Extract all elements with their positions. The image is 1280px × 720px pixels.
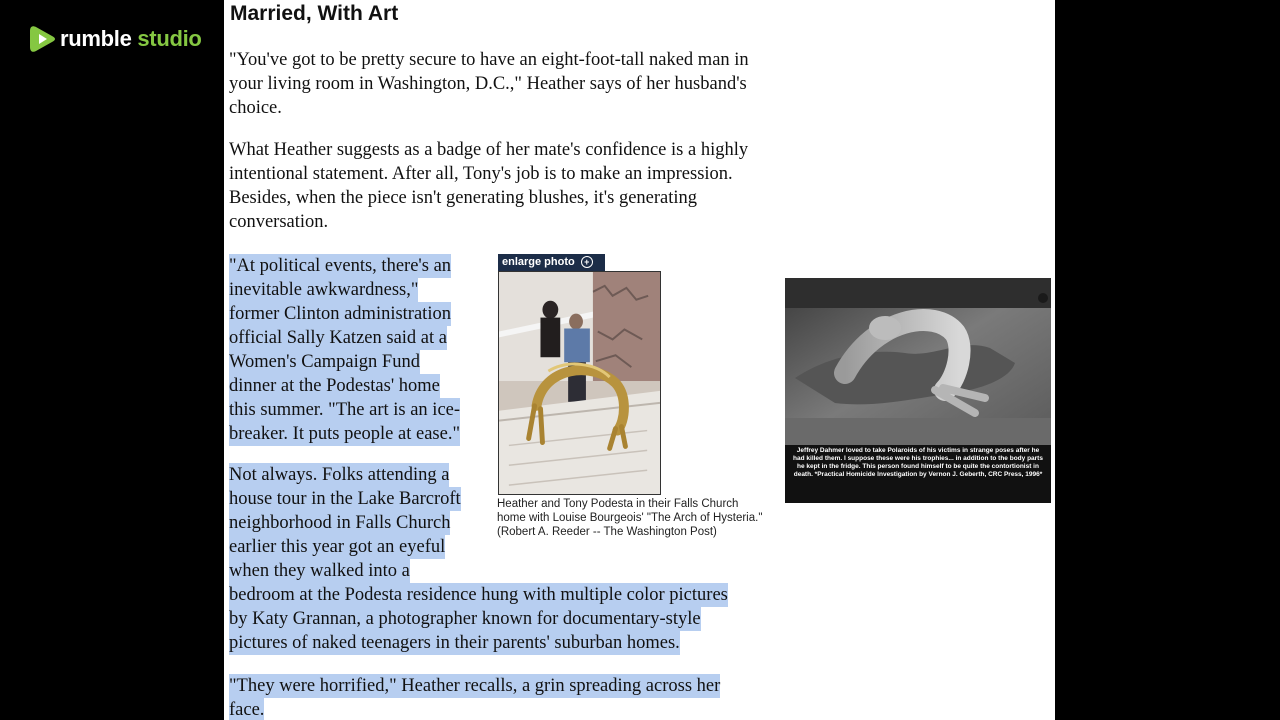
article-page (224, 0, 1055, 720)
plus-circle-icon: + (581, 256, 593, 268)
rumble-studio-watermark (30, 23, 202, 55)
highlighted-line: face. (229, 700, 265, 720)
highlighted-line: dinner at the Podestas' home (229, 376, 440, 396)
highlighted-line: Not always. Folks attending a (229, 465, 450, 485)
article-heading: Married, With Art (230, 2, 399, 25)
highlighted-line: bedroom at the Podesta residence hung with multiple color pictures (229, 585, 728, 605)
enlarge-photo-link[interactable] (498, 254, 605, 271)
highlighted-line: when they walked into a (229, 561, 410, 581)
highlighted-line: "At political events, there's an (229, 256, 452, 276)
highlighted-line: Women's Campaign Fund (229, 352, 420, 372)
highlighted-line: breaker. It puts people at ease." (229, 424, 460, 444)
highlighted-line: this summer. "The art is an ice- (229, 400, 461, 420)
highlighted-line: earlier this year got an eyeful (229, 537, 446, 557)
article-photo[interactable] (498, 271, 661, 495)
inset-caption: Jeffrey Dahmer loved to take Polaroids of his victims in strange poses after he had killed them. I suppose these were his trophies... in addition to the body parts he kept in the fridge. This person found himself to be quite the contortionist in death. *Practical Homicide Investigation by Vernon J. Geberth, CRC Press, 1996* (785, 445, 1051, 503)
highlighted-line: neighborhood in Falls Church (229, 513, 451, 533)
brand-product: studio (137, 26, 202, 51)
article-paragraph-2: What Heather suggests as a badge of her mate's confidence is a highly intentional statement. After all, Tony's job is to make an impression. Besides, when the piece isn't generating blushes, it's generating conversation. (229, 140, 749, 232)
highlighted-line: official Sally Katzen said at a (229, 328, 447, 348)
highlighted-line: pictures of naked teenagers in their parents' suburban homes. (229, 633, 680, 653)
brand-wordmark (60, 26, 202, 52)
highlighted-line: former Clinton administration (229, 304, 451, 324)
article-paragraph-1: "You've got to be pretty secure to have an eight-foot-tall naked man in your living room in Washington, D.C.," Heather says of her husband's choice. (229, 50, 749, 118)
rumble-play-icon (30, 24, 56, 54)
brand-name: rumble (60, 26, 132, 51)
highlighted-line: by Katy Grannan, a photographer known for documentary-style (229, 609, 701, 629)
photo-caption: Heather and Tony Podesta in their Falls Church home with Louise Bourgeois' "The Arch of Hysteria." (Robert A. Reeder -- The Washington Post) (497, 498, 763, 538)
highlighted-line: "They were horrified," Heather recalls, a grin spreading across her (229, 676, 721, 696)
highlighted-line: house tour in the Lake Barcroft (229, 489, 461, 509)
highlighted-line: inevitable awkwardness," (229, 280, 419, 300)
enlarge-photo-label: enlarge photo (502, 256, 575, 268)
inset-photo (785, 278, 1051, 445)
